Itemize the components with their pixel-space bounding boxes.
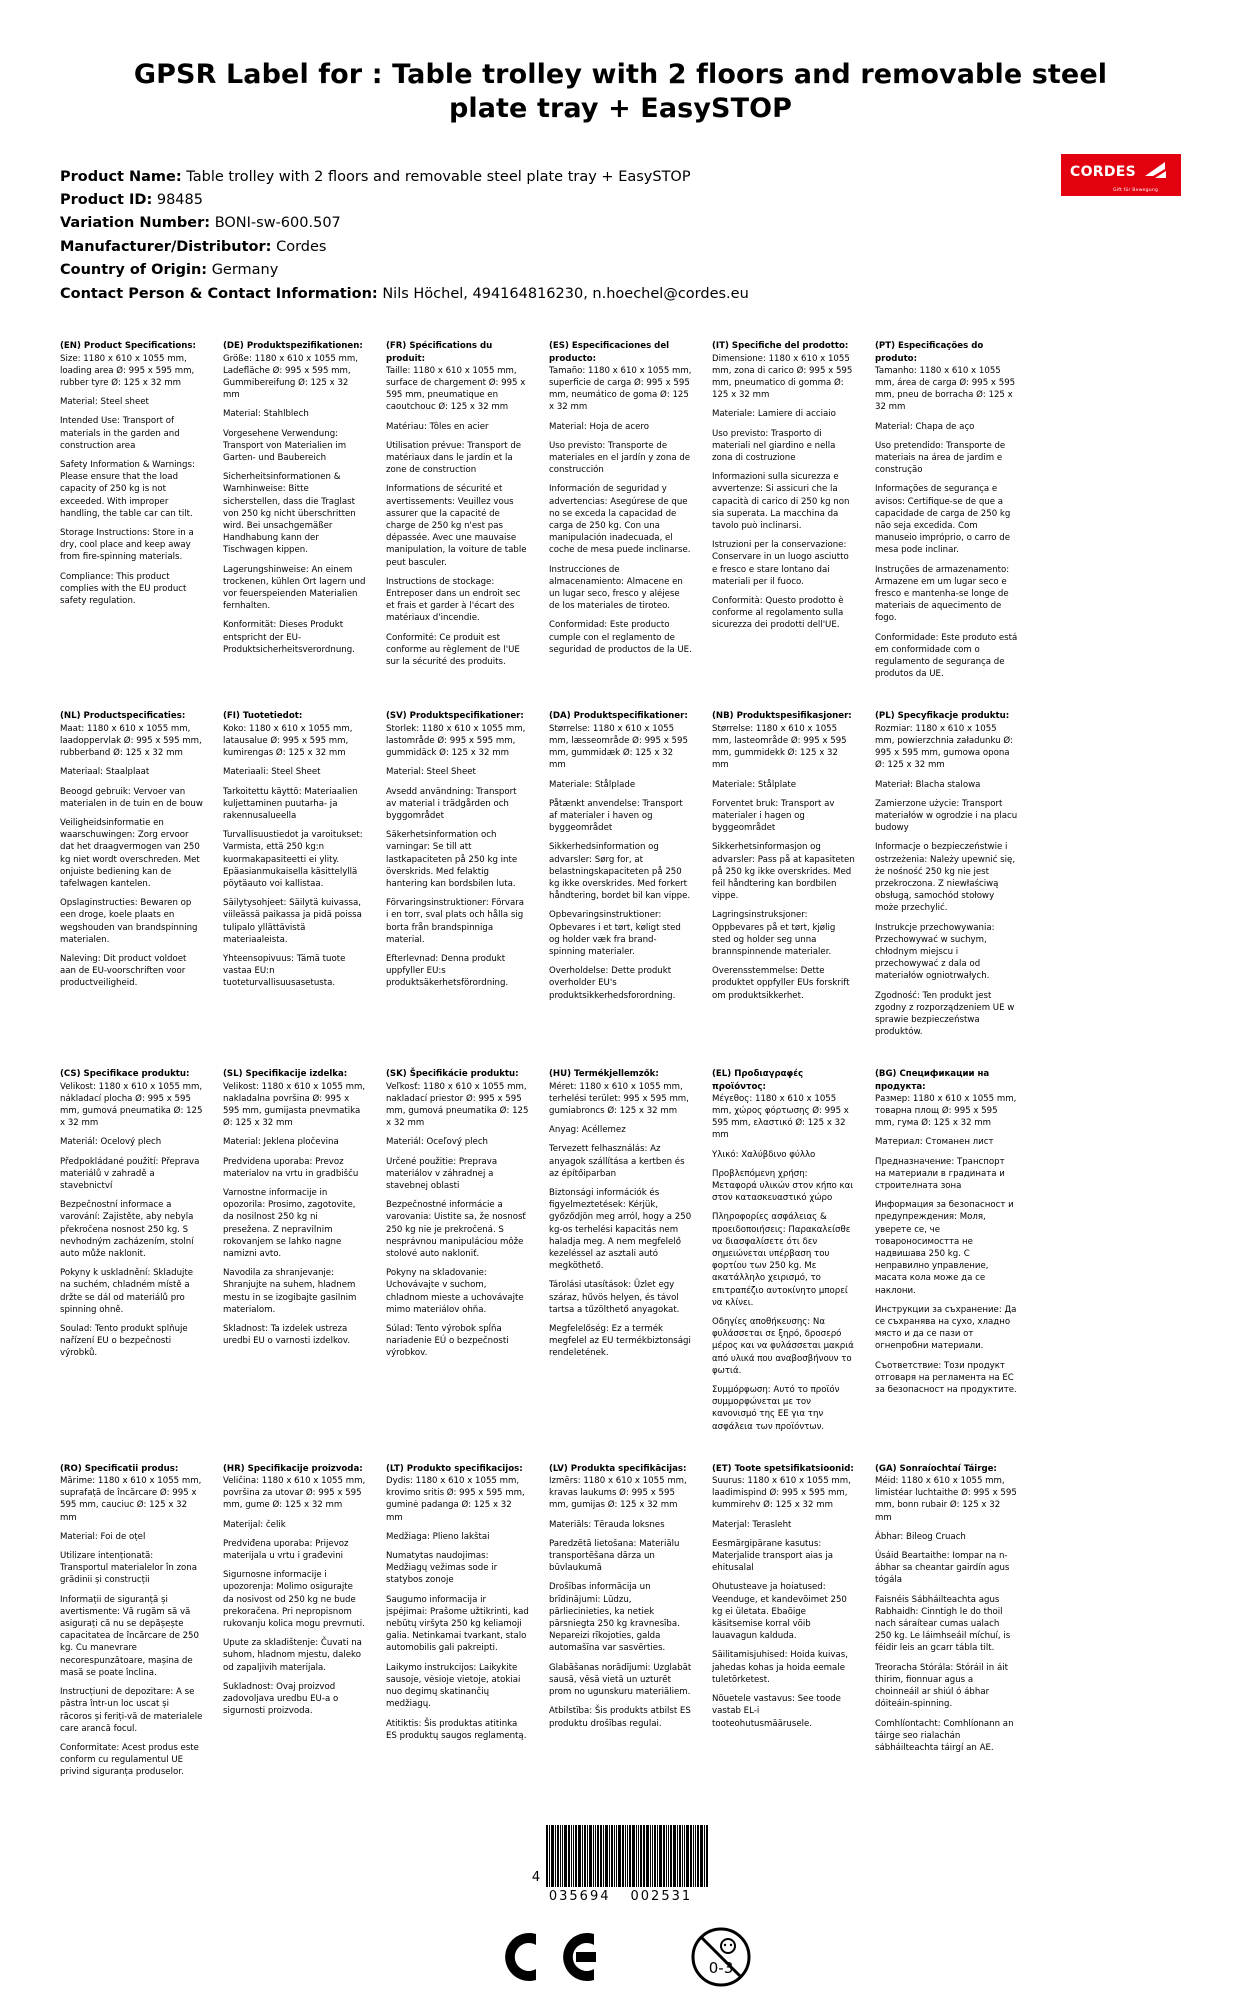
block-para: Numatytas naudojimas: Medžiagų vežimas sode ir statybos zonoje (386, 1551, 498, 1586)
block-para: Nõuetele vastavus: See toode vastab EL-i tooteohutusmäärusele. (712, 1694, 841, 1729)
block-para: Materjal: Terasleht (712, 1519, 792, 1530)
meta-label: Manufacturer/Distributor: (60, 238, 272, 255)
lang-block-pl (875, 710, 1018, 1038)
block-para: Förvaringsinstruktioner: Förvara i en torr, sval plats och hålla sig borta från brandspinniga material. (386, 898, 525, 945)
block-para: Instructions de stockage: Entreposer dans un endroit sec et frais et garder à l'écart des matériaux d'incendie. (386, 576, 521, 624)
block-para: Tamaño: 1180 x 610 x 1055 mm, superficie de carga Ø: 995 x 595 mm, neumático de goma Ø: 125 x 32 mm (549, 365, 692, 413)
block-para: Saugumo informacija ir įspėjimai: Prašome užtikrinti, kad nebūtų viršyta 250 kg keliamoji galia. Netinkamai tvarkant, stalo automobilis gali pakreipti. (386, 1594, 529, 1654)
block-para: Tervezett felhasználás: Az anyagok szállítása a kertben és az építőiparban (549, 1144, 685, 1179)
block-heading: (IT) Specifiche del prodotto: (712, 341, 849, 352)
block-para: Informations de sécurité et avertissements: Veuillez vous assurer que la capacité de charge de 250 kg n'est pas dépassée. Avec une mauvaise manipulation, la voiture de table peut basculer. (386, 484, 527, 568)
block-para: Größe: 1180 x 610 x 1055 mm, Ladefläche Ø: 995 x 595 mm, Gummibereifung Ø: 125 x 32 mm (223, 353, 359, 401)
ce-mark-icon (490, 1926, 600, 1988)
meta-label: Variation Number: (60, 215, 211, 232)
block-para: Съответствие: Този продукт отговаря на регламента на ЕС за безопасност на продуктите. (875, 1360, 1017, 1396)
block-para: Matériau: Tôles en acier (386, 421, 489, 432)
block-para: Pokyny k uskladnění: Skladujte na suchém, chladném místě a držte se dál od materiálů pro spinning ohně. (60, 1268, 194, 1315)
block-para: Utilisation prévue: Transport de matériaux dans le jardin et la zone de construction (386, 440, 522, 476)
block-para: Lagringsinstruksjoner: Oppbevares på et tørt, kjølig sted og holder seg unna brannspinnende materialer. (712, 910, 836, 957)
lang-block-spacer (1038, 340, 1181, 680)
block-para: Súlad: Tento výrobok spĺňa nariadenie EÚ o bezpečnosti výrobkov. (386, 1324, 509, 1359)
block-para: Suurus: 1180 x 610 x 1055 mm, laadimispind Ø: 995 x 595 mm, kummirehv Ø: 125 x 32 mm (712, 1476, 851, 1511)
product-meta (60, 163, 1181, 307)
block-para: Konformität: Dieses Produkt entspricht der EU-Produktsicherheitsverordnung. (223, 620, 355, 655)
block-para: Utilizare intenționată: Transportul materialelor în zona grădinii și construcții (60, 1551, 198, 1586)
block-para: Velikost: 1180 x 610 x 1055 mm, nákladací plocha Ø: 995 x 595 mm, gumová pneumatika Ø: 125 x 32 mm (60, 1081, 203, 1129)
block-para: Material: Hoja de acero (549, 421, 649, 432)
block-para: Sikkerhetsinformasjon og advarsler: Pass på at kapasiteten på 250 kg ikke overskrides. Med feil håndtering kan bordbilen vippe. (712, 842, 855, 902)
block-para: Materiāls: Tērauda loksnes (549, 1519, 665, 1530)
language-blocks-grid (60, 340, 1181, 1778)
lang-block-el (712, 1068, 855, 1432)
block-para: Materiaali: Steel Sheet (223, 767, 321, 778)
block-heading: (HU) Termékjellemzők: (549, 1069, 659, 1080)
block-para: Συμμόρφωση: Αυτό το προϊόν συμμορφώνεται με τον κανονισμό της ΕΕ για την ασφάλεια των προϊόντων. (712, 1385, 840, 1432)
block-para: Navodila za shranjevanje: Shranjujte na suhem, hladnem mestu in se izogibajte gasilnim materialom. (223, 1268, 357, 1315)
block-para: Zamierzone użycie: Transport materiałów w ogrodzie i na placu budowy (875, 798, 1018, 834)
block-para: Uso previsto: Trasporto di materiali nel giardino e nella zona di costruzione (712, 428, 836, 464)
block-para: Compliance: This product complies with the EU product safety regulation. (60, 571, 187, 607)
block-para: Instruções de armazenamento: Armazene em um lugar seco e fresco e mantenha-se longe de materiais de aquecimento de fogo. (875, 564, 1010, 624)
block-para: Ohutusteave ja hoiatused: Veenduge, et kandevõimet 250 kg ei ületata. Ebaõige käsitsemise korral võib lauavagun kalduda. (712, 1582, 847, 1642)
block-heading: (ET) Toote spetsifikatsioonid: (712, 1463, 854, 1474)
block-heading: (FR) Spécifications du produit: (386, 341, 493, 364)
block-heading: (NL) Productspecificaties: (60, 711, 186, 722)
block-para: Zgodność: Ten produkt jest zgodny z rozporządzeniem UE w sprawie bezpieczeństwa produktów. (875, 990, 1015, 1038)
block-para: Drošības informācija un brīdinājumi: Lūdzu, pārliecinieties, ka netiek pārsniegta 250 kg kravnesība. Nepareizi rīkojoties, galda automašīna var sasvērties. (549, 1582, 680, 1654)
logo-tagline: Gift für Bewegung (1113, 187, 1159, 193)
block-heading: (SL) Specifikacije izdelka: (223, 1069, 348, 1080)
block-heading: (GA) Sonraíochtaí Táirge: (875, 1463, 997, 1474)
block-para: Skladnost: Ta izdelek ustreza uredbi EU o varnosti izdelkov. (223, 1324, 351, 1347)
block-para: Bezpečnostné informácie a varovania: Uistite sa, že nosnosť 250 kg nie je prekročená. S nesprávnou manipuláciou môže stolové auto nakloniť. (386, 1200, 526, 1259)
block-heading: (EN) Product Specifications: (60, 341, 196, 352)
page-title: GPSR Label for : Table trolley with 2 floors and removable steel plate tray + EasySTOP (133, 59, 1108, 124)
lang-block-lt (386, 1463, 529, 1779)
block-para: Comhlíontacht: Comhlíonann an táirge seo rialachán sábháilteachta táirgí an AE. (875, 1718, 1014, 1753)
block-para: Veličina: 1180 x 610 x 1055 mm, površina za utovar Ø: 995 x 595 mm, gume Ø: 125 x 32 mm (223, 1476, 366, 1511)
lang-block-es (549, 340, 692, 680)
block-para: Overensstemmelse: Dette produktet oppfyller EUs forskrift om produktsikkerhet. (712, 966, 850, 1001)
footer (60, 1825, 1181, 1988)
block-para: Turvallisuustiedot ja varoitukset: Varmista, että 250 kg:n kuormakapasiteetti ei ylity. Epäasianmukaisella käsittelyllä pöytäauto voi kallistaa. (223, 830, 363, 889)
block-para: Upute za skladištenje: Čuvati na suhom, hladnom mjestu, daleko od zapaljivih materijala. (223, 1638, 362, 1673)
block-para: Προβλεπόμενη χρήση: Μεταφορά υλικών στον κήπο και στον κατασκευαστικό χώρο (712, 1168, 854, 1204)
block-heading: (NB) Produktspesifikasjoner: (712, 711, 852, 722)
lang-block-spacer (1038, 1463, 1181, 1779)
block-para: Méret: 1180 x 610 x 1055 mm, terhelési terület: 995 x 595 mm, gumiabroncs Ø: 125 x 32 mm (549, 1081, 689, 1116)
lang-block-hu (549, 1068, 692, 1432)
block-para: Paredzētā lietošana: Materiālu transportēšana dārza un būvlaukumā (549, 1538, 680, 1574)
block-para: Информация за безопасност и предупреждения: Моля, уверете се, че товароносимостта не надвишава 250 kg. С неправилно управление, масата кола може да се наклони. (875, 1200, 1014, 1296)
lang-block-bg (875, 1068, 1018, 1432)
block-para: Uso pretendido: Transporte de materiais na área de jardim e construção (875, 440, 1006, 476)
lang-block-fi (223, 710, 366, 1038)
lang-block-cs (60, 1068, 203, 1432)
barcode-group-1: 035694 (548, 1888, 611, 1904)
lang-block-pt (875, 340, 1018, 680)
block-para: Material: Jeklena pločevina (223, 1137, 339, 1148)
block-para: Koko: 1180 x 610 x 1055 mm, latausalue Ø: 995 x 595 mm, kumirengas Ø: 125 x 32 mm (223, 723, 353, 759)
compliance-marks (490, 1926, 752, 1988)
meta-value: Nils Höchel, 494164816230, n.hoechel@cordes.eu (382, 285, 749, 302)
meta-value: BONI-sw-600.507 (214, 215, 341, 232)
block-heading: (DE) Produktspezifikationen: (223, 341, 363, 352)
block-para: Материал: Стоманен лист (875, 1137, 994, 1148)
block-para: Glabāšanas norādījumi: Uzglabāt sausā, vēsā vietā un uzturēt prom no ugunskuru materiāliem. (549, 1662, 692, 1698)
block-para: Materiaal: Staalplaat (60, 767, 150, 778)
block-para: Size: 1180 x 610 x 1055 mm, loading area Ø: 995 x 595 mm, rubber tyre Ø: 125 x 32 mm (60, 353, 195, 389)
block-para: Υλικό: Χαλύβδινο φύλλο (712, 1149, 816, 1160)
barcode-bars (546, 1825, 709, 1887)
meta-row-country-of-origin (60, 259, 1181, 282)
block-para: Atbilstība: Šis produkts atbilst ES produktu drošības regulai. (549, 1706, 691, 1729)
block-para: Maat: 1180 x 610 x 1055 mm, laadoppervlak Ø: 995 x 595 mm, rubberband Ø: 125 x 32 mm (60, 723, 202, 759)
block-para: Conformità: Questo prodotto è conforme al regolamento sulla sicurezza dei prodotti dell'UE. (712, 596, 844, 631)
block-para: Conformidade: Este produto está em conformidade com o regulamento de segurança de produtos da UE. (875, 632, 1018, 680)
meta-row-variation-number (60, 212, 1181, 235)
block-heading: (CS) Specifikace produktu: (60, 1069, 190, 1080)
block-para: Sukladnost: Ovaj proizvod zadovoljava uredbu EU-a o sigurnosti proizvoda. (223, 1681, 339, 1717)
lang-block-sv (386, 710, 529, 1038)
block-heading: (LT) Produkto specifikacijos: (386, 1463, 523, 1474)
block-para: Faisnéis Sábháilteachta agus Rabhaidh: Cinntigh le do thoil nach sáraítear cumas ualach 250 kg. Le láimhseáil míchuí, is féidir leis an gcarr tábla tilt. (875, 1594, 1011, 1654)
block-para: Biztonsági információk és figyelmeztetések: Kérjük, győződjön meg arról, hogy a 250 kg-os terhelési kapacitás nem haladja meg. A nem megfelelő kezeléssel az asztali autó megköthető. (549, 1187, 692, 1272)
block-para: Material: Steel sheet (60, 397, 149, 408)
block-para: Laikymo instrukcijos: Laikykite sausoje, vėsioje vietoje, atokiai nuo degimų skatinančių medžiagų. (386, 1662, 521, 1710)
block-para: Veiligheidsinformatie en waarschuwingen: Zorg ervoor dat het draagvermogen van 250 kg niet wordt overschreden. Met onjuiste bediening kan de tafelwagen kantelen. (60, 817, 200, 889)
meta-label: Contact Person & Contact Information: (60, 285, 378, 302)
lang-block-ga (875, 1463, 1018, 1779)
block-para: Información de seguridad y advertencias: Asegúrese de que no se exceda la capacidad de carga de 250 kg. Con una manipulación inadecuada, el coche de mesa puede inclinarse. (549, 484, 691, 556)
block-para: Ábhar: Bileog Cruach (875, 1531, 966, 1542)
block-para: Materiał: Blacha stalowa (875, 779, 981, 790)
block-para: Naleving: Dit product voldoet aan de EU-voorschriften voor productveiligheid. (60, 953, 187, 989)
block-para: Yhteensopivuus: Tämä tuote vastaa EU:n tuoteturvallisuusasetusta. (223, 953, 346, 989)
block-heading: (DA) Produktspecifikationer: (549, 711, 688, 722)
block-para: Beoogd gebruik: Vervoer van materialen in de tuin en de bouw (60, 786, 203, 809)
block-para: Sicherheitsinformationen & Warnhinweise: Bitte sicherstellen, dass die Traglast von 250 kg nicht überschritten wird. Bei unsachgemäßer Handhabung kann der Tischwagen kippen. (223, 472, 356, 556)
block-heading: (PT) Especificações do produto: (875, 341, 984, 364)
barcode-group-2: 002531 (630, 1888, 693, 1904)
block-para: Safety Information & Warnings: Please ensure that the load capacity of 250 kg is not exceeded. With improper handling, the table car can tilt. (60, 460, 195, 519)
block-para: Инструкции за съхранение: Да се съхранява на сухо, хладно място и да се пази от огнепробни материали. (875, 1304, 1017, 1352)
block-para: Storlek: 1180 x 610 x 1055 mm, lastområde Ø: 995 x 595 mm, gummidäck Ø: 125 x 32 mm (386, 723, 526, 759)
block-para: Intended Use: Transport of materials in the garden and construction area (60, 416, 180, 451)
block-para: Размер: 1180 x 610 x 1055 mm, товарна площ Ø: 995 x 595 mm, гума Ø: 125 x 32 mm (875, 1093, 1017, 1129)
block-para: Tárolási utasítások: Üzlet egy száraz, hűvös helyen, és távol tartsa a tűzölthető anyagokat. (549, 1280, 680, 1315)
block-para: Instrucțiuni de depozitare: A se păstra într-un loc uscat și răcoros și feriți-vă de materialele care arancă focul. (60, 1687, 203, 1734)
block-para: Størrelse: 1180 x 610 x 1055 mm, læsseområde Ø: 995 x 595 mm, gummidæk Ø: 125 x 32 mm (549, 723, 688, 771)
lang-block-sl (223, 1068, 366, 1432)
lang-block-nl (60, 710, 203, 1038)
block-heading: (SV) Produktspecifikationer: (386, 711, 524, 722)
block-para: Dimensione: 1180 x 610 x 1055 mm, zona di carico Ø: 995 x 595 mm, pneumatico di gomma Ø: 125 x 32 mm (712, 353, 853, 401)
age-warning-0-3-icon (690, 1926, 752, 1988)
meta-value: 98485 (156, 191, 203, 208)
block-para: Uso previsto: Transporte de materiales en el jardín y zona de construcción (549, 440, 691, 476)
block-para: Πληροφορίες ασφάλειας & προειδοποιήσεις: Παρακαλείσθε να διασφαλίσετε ότι δεν σημειώνεται υπέρβαση του φορτίου των 250 kg. Με ακατάλληλο χειρισμό, το επιτραπέζιο αυτοκίνητο μπορεί να κλίνει. (712, 1212, 851, 1308)
block-para: Säilytysohjeet: Säilytä kuivassa, viileässä paikassa ja pidä poissa tulipalo yllättävistä materiaaleista. (223, 898, 362, 945)
block-para: Predvidena uporaba: Prevoz materialov na vrtu in gradbišču (223, 1156, 359, 1179)
block-para: Informații de siguranță și avertismente: Vă rugăm să vă asigurați că nu se depășește capacitatea de încărcare de 250 kg. Cu manevrare necorespunzătoare, mașina de masă se poate înclina. (60, 1594, 199, 1678)
block-heading: (RO) Specificatii produs: (60, 1463, 179, 1474)
block-para: Overholdelse: Dette produkt overholder EU's produktsikkerhedsforordning. (549, 966, 676, 1001)
block-para: Οδηγίες αποθήκευσης: Να φυλάσσεται σε ξηρό, δροσερό μέρος και να φυλάσσεται μακριά από υλικά που αναβοσβήνουν το φωτιά. (712, 1317, 854, 1376)
block-para: Instrukcje przechowywania: Przechowywać w suchym, chłodnym miejscu i przechowywać z dala od materiałów ogniotrwałych. (875, 922, 995, 982)
meta-row-product-id (60, 189, 1181, 212)
block-para: Efterlevnad: Denna produkt uppfyller EU:s produktsäkerhetsförordning. (386, 953, 509, 989)
lang-block-spacer (1038, 1068, 1181, 1432)
barcode (532, 1825, 709, 1887)
block-para: Предназначение: Транспорт на материали в градината и строителната зона (875, 1156, 1005, 1191)
lang-block-sk (386, 1068, 529, 1432)
lang-block-ro (60, 1463, 203, 1779)
block-para: Conformidad: Este producto cumple con el reglamento de seguridad de productos de la UE. (549, 620, 692, 655)
block-para: Materiale: Stålplate (712, 779, 797, 790)
block-para: Treoracha Stórála: Stóráil in áit thirim, fionnuar agus a choinneáil ar shiúl ó ábhar dóiteáin-spinning. (875, 1662, 1008, 1710)
block-para: Bezpečnostní informace a varování: Zajistěte, aby nebyla překročena nosnost 250 kg. S nevhodným zacházením, stolní auto může naklonit. (60, 1200, 194, 1259)
lang-block-en (60, 340, 203, 680)
meta-label: Product Name: (60, 168, 182, 185)
block-para: Méid: 1180 x 610 x 1055 mm, limistéar luchtaithe Ø: 995 x 595 mm, bonn rubair Ø: 125 x 32 mm (875, 1476, 1017, 1523)
block-para: Izmērs: 1180 x 610 x 1055 mm, kravas laukums Ø: 995 x 595 mm, gumijas Ø: 125 x 32 mm (549, 1476, 687, 1511)
block-para: Varnostne informacije in opozorila: Prosimo, zagotovite, da nosilnost 250 kg ni presežena. Z nepravilnim rokovanjem se lahko nagne namizni avto. (223, 1187, 356, 1259)
block-para: Opslaginstructies: Bewaren op een droge, koele plaats en wegshouden van brandspinning materialen. (60, 898, 198, 945)
meta-label: Country of Origin: (60, 262, 208, 279)
lang-block-fr (386, 340, 529, 680)
block-heading: (BG) Спецификации на продукта: (875, 1069, 990, 1092)
lang-block-et (712, 1463, 855, 1779)
meta-value: Cordes (276, 238, 327, 255)
block-para: Materiál: Ocelový plech (60, 1137, 162, 1148)
block-para: Dydis: 1180 x 610 x 1055 mm, krovimo sritis Ø: 995 x 595 mm, guminė padanga Ø: 125 x 32 mm (386, 1476, 525, 1523)
cordes-logo (1061, 154, 1181, 196)
block-para: Säilitamisjuhised: Hoida kuivas, jahedas kohas ja hoida eemale tuletõrketest. (712, 1650, 848, 1685)
block-heading: (LV) Produkta specifikācijas: (549, 1463, 687, 1474)
block-heading: (EL) Προδιαγραφές προϊόντος: (712, 1069, 804, 1092)
lang-block-da (549, 710, 692, 1038)
meta-row-product-name (60, 163, 1181, 189)
block-para: Avsedd användning: Transport av material i trädgården och byggområdet (386, 786, 517, 821)
block-para: Materijal: čelik (223, 1519, 286, 1530)
lang-block-it (712, 340, 855, 680)
block-para: Eesmärgipärane kasutus: Materjalide transport aias ja ehitusalal (712, 1538, 833, 1574)
block-heading: (FI) Tuotetiedot: (223, 711, 303, 722)
block-para: Medžiaga: Plieno lakštai (386, 1531, 490, 1542)
block-para: Materiale: Stålplade (549, 779, 636, 790)
block-para: Forventet bruk: Transport av materialer i hagen og byggeområdet (712, 798, 835, 834)
block-para: Lagerungshinweise: An einem trockenen, kühlen Ort lagern und vor feuerspeienden Materialien fernhalten. (223, 564, 366, 612)
block-para: Taille: 1180 x 610 x 1055 mm, surface de chargement Ø: 995 x 595 mm, pneumatique en caoutchouc Ø: 125 x 32 mm (386, 365, 526, 413)
block-para: Storage Instructions: Store in a dry, cool place and keep away from fire-spinning materials. (60, 528, 194, 563)
block-para: Material: Chapa de aço (875, 421, 975, 432)
block-heading: (SK) Špecifikácie produktu: (386, 1069, 519, 1080)
block-para: Material: Foi de oțel (60, 1531, 146, 1542)
block-para: Anyag: Acéllemez (549, 1125, 626, 1136)
block-para: Megfelelőség: Ez a termék megfelel az EU termékbiztonsági rendeletének. (549, 1324, 691, 1359)
block-para: Pokyny na skladovanie: Uchovávajte v suchom, chladnom mieste a uchovávajte mimo materiálov ohňa. (386, 1268, 524, 1315)
block-para: Sikkerhedsinformation og advarsler: Sørg for, at belastningskapaciteten på 250 kg ikke overskrides. Med forkert håndtering, bordet bil kan vippe. (549, 842, 691, 902)
block-para: Påtænkt anvendelse: Transport af materialer i haven og byggeområdet (549, 798, 683, 834)
block-para: Informazioni sulla sicurezza e avvertenze: Si assicuri che la capacità di carico di 250 kg non sia superata. La macchina da tavolo può inclinarsi. (712, 472, 850, 532)
barcode-digits (539, 1889, 702, 1904)
block-para: Størrelse: 1180 x 610 x 1055 mm, lasteområde Ø: 995 x 595 mm, gummidekk Ø: 125 x 32 mm (712, 723, 847, 771)
block-para: Materiale: Lamiere di acciaio (712, 409, 836, 420)
block-para: Informacje o bezpieczeństwie i ostrzeżenia: Należy upewnić się, że nośność 250 kg nie jest przekroczona. Z niewłaściwą obsługą, samochód stołowy może przechylić. (875, 842, 1016, 914)
meta-value: Table trolley with 2 floors and removable steel plate tray + EasySTOP (186, 168, 691, 185)
block-para: Conformitate: Acest produs este conform cu regulamentul UE privind siguranța produselor. (60, 1742, 199, 1778)
block-para: Tarkoitettu käyttö: Materiaalien kuljettaminen puutarha- ja rakennusalueella (223, 786, 358, 821)
meta-row-contact (60, 283, 1181, 306)
block-para: Vorgesehene Verwendung: Transport von Materialien im Garten- und Baubereich (223, 428, 347, 464)
block-para: Informações de segurança e avisos: Certifique-se de que a capacidade de carga de 250 kg não seja excedida. Com manuseio impróprio, o carro de mesa pode inclinar. (875, 484, 1011, 556)
meta-row-manufacturer (60, 236, 1181, 259)
block-para: Určené použitie: Preprava materiálov v záhradnej a stavebnej oblasti (386, 1156, 498, 1191)
block-para: Veľkosť: 1180 x 610 x 1055 mm, nakladací priestor Ø: 995 x 595 mm, gumová pneumatika Ø: 125 x 32 mm (386, 1081, 529, 1129)
block-para: Předpokládané použití: Přeprava materiálů v zahradě a stavebnictví (60, 1156, 200, 1191)
block-para: Opbevaringsinstruktioner: Opbevares i et tørt, køligt sted og holder væk fra brand-spinning materialer. (549, 910, 681, 957)
lang-block-lv (549, 1463, 692, 1779)
block-para: Úsáid Beartaithe: Iompar na n-ábhar sa cheantar gairdín agus tógála (875, 1551, 1010, 1586)
block-para: Μέγεθος: 1180 x 610 x 1055 mm, χώρος φόρτωσης Ø: 995 x 595 mm, ελαστικό Ø: 125 x 32 mm (712, 1093, 849, 1141)
lang-block-nb (712, 710, 855, 1038)
block-para: Instrucciones de almacenamiento: Almacene en un lugar seco, fresco y aléjese de los materiales de tiroteo. (549, 564, 683, 612)
block-para: Mărime: 1180 x 610 x 1055 mm, suprafață de încărcare Ø: 995 x 595 mm, cauciuc Ø: 125 x 32 mm (60, 1476, 202, 1523)
block-para: Predviđena uporaba: Prijevoz materijala u vrtu i građevini (223, 1538, 349, 1562)
block-para: Conformité: Ce produit est conforme au règlement de l'UE sur la sécurité des produits. (386, 632, 520, 668)
block-para: Material: Steel Sheet (386, 767, 476, 778)
svg-text:0-3: 0-3 (708, 1958, 733, 1977)
block-para: Sigurnosne informacije i upozorenja: Molimo osigurajte da nosivost od 250 kg ne bude prekoračena. Pri nepropisnom rukovanju kolica mogu prevrnuti. (223, 1570, 365, 1630)
block-para: Säkerhetsinformation och varningar: Se till att lastkapaciteten på 250 kg inte överskrids. Med felaktig hantering kan bordsbilen luta. (386, 830, 518, 889)
meta-label: Product ID: (60, 191, 153, 208)
block-para: Velikost: 1180 x 610 x 1055 mm, nakladalna površina Ø: 995 x 595 mm, gumijasta pnevmatika Ø: 125 x 32 mm (223, 1081, 366, 1129)
block-heading: (HR) Specifikacije proizvoda: (223, 1463, 363, 1474)
block-para: Tamanho: 1180 x 610 x 1055 mm, área de carga Ø: 995 x 595 mm, pneu de borracha Ø: 125 x 32 mm (875, 365, 1016, 413)
lang-block-spacer (1038, 710, 1181, 1038)
lang-block-de (223, 340, 366, 680)
block-heading: (ES) Especificaciones del producto: (549, 341, 670, 364)
block-para: Atitiktis: Šis produktas atitinka ES produktų saugos reglamentą. (386, 1718, 527, 1741)
logo-swoosh-icon (1145, 162, 1167, 178)
logo-wordmark: CORDES (1070, 163, 1137, 180)
lang-block-hr (223, 1463, 366, 1779)
block-heading: (PL) Specyfikacje produktu: (875, 711, 1010, 722)
meta-value: Germany (211, 262, 279, 279)
barcode-lead-digit: 4 (531, 1869, 541, 1885)
block-para: Soulad: Tento produkt splňuje nařízení EU o bezpečnosti výrobků. (60, 1324, 188, 1359)
block-para: Materiál: Oceľový plech (386, 1137, 489, 1148)
block-para: Material: Stahlblech (223, 409, 309, 420)
block-para: Istruzioni per la conservazione: Conservare in un luogo asciutto e fresco e stare lontano dai materiali per il fuoco. (712, 540, 849, 587)
block-para: Rozmiar: 1180 x 610 x 1055 mm, powierzchnia załadunku Ø: 995 x 595 mm, gumowa opona Ø: 125 x 32 mm (875, 723, 1014, 771)
